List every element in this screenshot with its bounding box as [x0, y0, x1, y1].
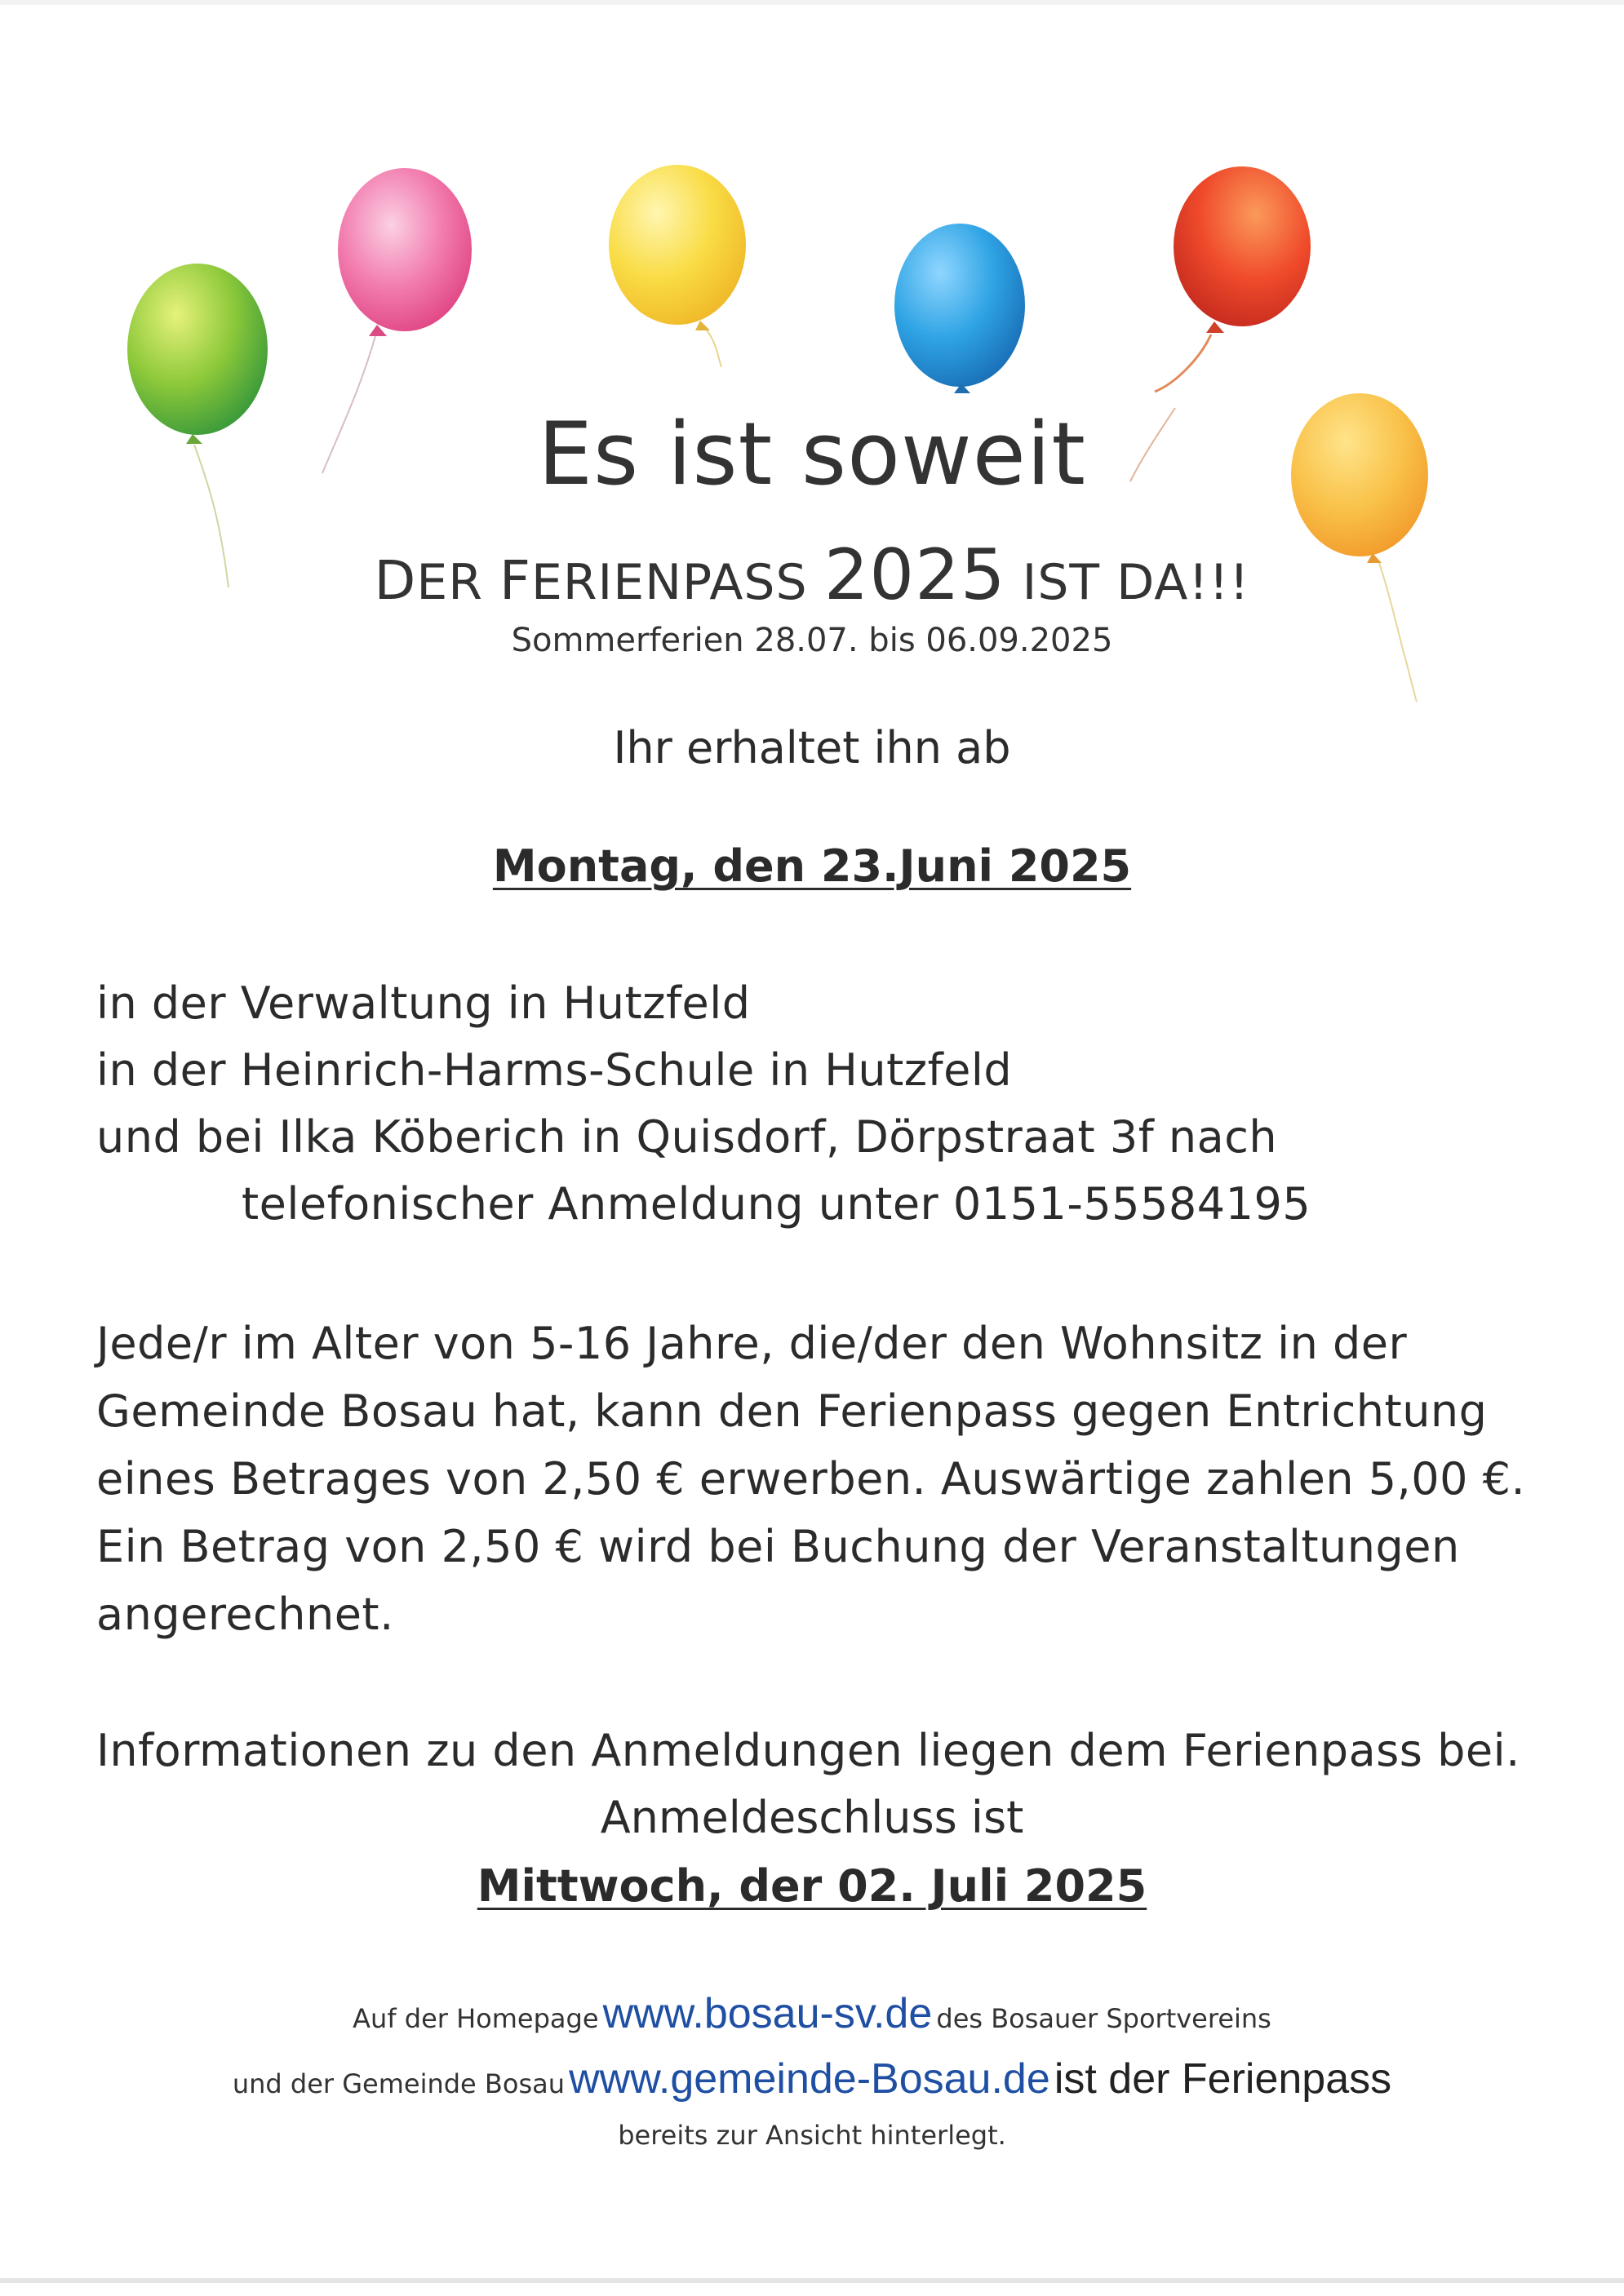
start-date-text: Montag, den 23.Juni 2025: [492, 840, 1132, 892]
footer-line-1: [0, 1989, 1624, 2038]
eligibility-line-1: Jede/r im Alter von 5-16 Jahre, die/der den Wohnsitz in der: [96, 1318, 1408, 1369]
subtitle-f: F: [499, 549, 531, 612]
gemeinde-bosau-link[interactable]: www.gemeinde-Bosau.de: [569, 2055, 1050, 2103]
subtitle-ist-da: IST DA!!!: [1005, 554, 1250, 611]
page-subtitle: [0, 534, 1624, 616]
subtitle-d: D: [374, 549, 417, 612]
intro-text: Ihr erhaltet ihn ab: [613, 722, 1011, 773]
deadline-date: [0, 1860, 1624, 1912]
location-line-2: in der Heinrich-Harms-Schule in Hutzfeld: [96, 1044, 1013, 1096]
eligibility-line-3: eines Betrages von 2,50 € erwerben. Auswärtige zahlen 5,00 €.: [96, 1453, 1526, 1505]
info-line: Informationen zu den Anmeldungen liegen dem Ferienpass bei.: [96, 1725, 1520, 1776]
deadline-label: Anmeldeschluss ist: [600, 1792, 1024, 1843]
subtitle-er: ER: [416, 554, 499, 611]
start-date: [0, 840, 1624, 892]
location-line-4: telefonischer Anmeldung unter 0151-55584195: [242, 1178, 1311, 1230]
subtitle-erienpass: ERIENPASS: [530, 554, 824, 611]
location-line-3: und bei Ilka Köberich in Quisdorf, Dörpstraat 3f nach: [96, 1111, 1278, 1163]
footer-ferienpass-label: ist der Ferienpass: [1054, 2055, 1392, 2103]
footer-gemeinde-label: und der Gemeinde Bosau: [232, 2068, 565, 2099]
eligibility-line-4: Ein Betrag von 2,50 € wird bei Buchung der Veranstaltungen: [96, 1521, 1460, 1572]
deadline-date-text: Mittwoch, der 02. Juli 2025: [477, 1860, 1147, 1912]
footer-sportverein-label: des Bosauer Sportvereins: [936, 2003, 1271, 2034]
blue-balloon-icon: [894, 224, 1025, 393]
scan-edge-bottom: [0, 2278, 1624, 2283]
yellow-balloon-icon: [609, 165, 746, 367]
footer-line-3: bereits zur Ansicht hinterlegt.: [618, 2120, 1006, 2151]
location-line-1: in der Verwaltung in Hutzfeld: [96, 977, 751, 1029]
page-title: Es ist soweit: [538, 404, 1086, 504]
footer-homepage-label: Auf der Homepage: [353, 2003, 599, 2034]
bosau-sv-link[interactable]: www.bosau-sv.de: [602, 1990, 933, 2037]
eligibility-line-5: angerechnet.: [96, 1589, 394, 1640]
eligibility-line-2: Gemeinde Bosau hat, kann den Ferienpass gegen Entrichtung: [96, 1385, 1488, 1437]
footer-line-2: [0, 2054, 1624, 2103]
summer-holiday-dates: Sommerferien 28.07. bis 06.09.2025: [511, 622, 1113, 659]
subtitle-year: 2025: [823, 534, 1006, 616]
